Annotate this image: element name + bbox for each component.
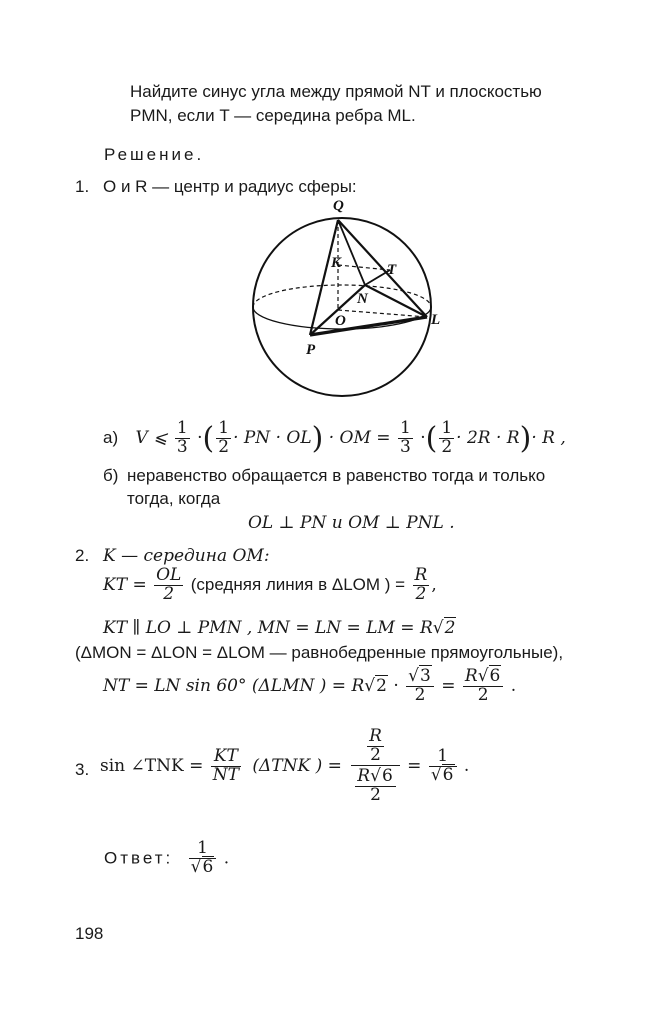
two-r-r-term: · 2R · R: [456, 427, 520, 448]
label-O: O: [335, 313, 346, 329]
formula-parallel: [103, 618, 456, 638]
formula-volume: а) V ⩽ $\frac{1}{3}$ ·( $\frac{1}{2}$ · PN · OL) · OM = $\frac{1}{3}$ ·( $\frac{1}{2}$ · 2R · R)· R ,: [103, 418, 566, 457]
numerator: 1: [441, 418, 453, 438]
denominator: NT: [212, 764, 239, 785]
numerator: 1: [218, 418, 230, 438]
fraction-sqrt3-2: [406, 668, 434, 705]
denominator: 2: [370, 744, 381, 765]
denominator: 2: [441, 436, 453, 457]
step-2-text: K — середина OM:: [103, 546, 270, 566]
numerator: 1: [176, 418, 188, 438]
edge-QP: [310, 220, 338, 335]
sphere-pyramid-figure: [240, 195, 455, 410]
fraction-ol-2: [154, 567, 183, 604]
denominator: 2: [370, 784, 381, 805]
radicand: 3: [420, 666, 431, 686]
formula-sin: [100, 728, 469, 804]
numerator: KT: [211, 748, 241, 767]
fraction-answer: [189, 840, 217, 877]
edge-QL: [338, 220, 427, 317]
numerator: 1: [399, 418, 411, 438]
problem-line-2: PMN, если T — середина ребра ML.: [130, 106, 416, 125]
step-1-text: O и R — центр и радиус сферы:: [103, 177, 357, 196]
sin-lhs: sin ∠TNK =: [100, 755, 204, 776]
label-N: N: [357, 291, 368, 307]
sqrt-6: √6: [190, 856, 214, 877]
label-L: L: [431, 312, 441, 328]
solution-heading: Решение.: [104, 145, 205, 164]
denominator: 2: [477, 684, 489, 705]
equator-back: [253, 285, 431, 307]
triangle-tnk: (ΔTNK ) =: [252, 755, 342, 776]
sqrt-2: √2: [432, 618, 456, 638]
page-number: 198: [75, 924, 104, 943]
answer-tail: .: [223, 848, 230, 869]
denominator: 2: [414, 684, 426, 705]
edge-QN: [338, 220, 365, 285]
kt-tail: ,: [431, 574, 437, 595]
radicand: 6: [381, 765, 393, 786]
kt-middle-text: (средняя линия в ΔLOM ) =: [190, 574, 406, 594]
item-b-line-2: тогда, когда: [127, 489, 221, 508]
fraction-kt-nt: [211, 745, 241, 785]
sqrt-3: √3: [408, 666, 431, 686]
nt-equals: =: [441, 675, 456, 696]
numerator: 1: [189, 840, 217, 859]
numerator: 1: [429, 748, 457, 767]
triangles-equal-text: (ΔMON = ΔLON = ΔLOM — равнобедренные прямоугольные),: [75, 643, 564, 662]
sqrt-2b: √2: [364, 675, 387, 696]
label-P: P: [306, 342, 316, 358]
sin-lhs-group: [100, 745, 342, 785]
fraction-1-2: [216, 420, 231, 457]
denominator: 2: [218, 436, 230, 457]
formula-kt: [103, 567, 437, 604]
radicand: 6: [489, 666, 501, 686]
fraction-rsqrt6-2: [463, 668, 503, 705]
fraction-rsqrt6-over-2: [355, 765, 395, 805]
radicand: 6: [202, 856, 214, 877]
compound-denominator: [351, 766, 399, 805]
compound-fraction: [351, 728, 399, 804]
r-symbol: R: [464, 666, 478, 686]
denominator: [429, 764, 457, 785]
answer-label: Ответ:: [104, 848, 174, 868]
numerator: R: [414, 565, 428, 585]
sqrt-6: √6: [370, 765, 393, 786]
denominator: 3: [399, 436, 411, 457]
om-term: · OM =: [328, 427, 391, 448]
numerator: [355, 765, 395, 787]
fraction-1-sqrt6: [429, 745, 457, 785]
label-T: T: [387, 262, 397, 278]
v-lhs: V ⩽: [135, 427, 168, 448]
step-2-number: 2.: [75, 546, 90, 565]
fraction-r-2: [413, 567, 430, 604]
sin-equals: =: [407, 756, 422, 777]
radicand: 2: [376, 675, 387, 696]
item-b-line-1: неравенство обращается в равенство тогда и только: [127, 466, 546, 485]
fraction-1-3: [175, 420, 190, 457]
formula-nt: NT = LN sin 60° (ΔLMN ) = R√2 · $\frac{√3}{2}$ = $\frac{R√6}{2}$ .: [103, 666, 517, 705]
problem-line-1: Найдите синус угла между прямой NT и плоскостью: [130, 82, 542, 101]
fraction-1-3b: [398, 420, 413, 457]
denominator: 2: [415, 583, 427, 604]
nt-lhs: NT = LN sin 60° (ΔLMN ) = R: [103, 675, 365, 696]
fraction-r-over-2: [367, 728, 384, 765]
r-symbol: R: [357, 765, 371, 786]
nt-tail: .: [510, 675, 517, 696]
sqrt-6: √6: [430, 764, 454, 785]
radicand: 6: [442, 764, 454, 785]
denominator: 3: [176, 436, 188, 457]
numerator: R: [369, 726, 382, 746]
denominator: 2: [163, 583, 175, 604]
compound-numerator: [351, 728, 399, 766]
label-K: K: [331, 255, 342, 271]
numerator: OL: [156, 565, 182, 585]
kt-lhs: KT =: [103, 574, 147, 595]
denominator: [189, 856, 217, 877]
item-b-label: б): [103, 466, 119, 485]
parallel-text: KT ∥ LO ⊥ PMN , MN = LN = LM = R: [103, 618, 433, 638]
pn-ol-term: · PN · OL: [233, 427, 312, 448]
perpendicular-condition: OL ⊥ PN и OM ⊥ PNL .: [248, 513, 455, 533]
fraction-1-2b: [439, 420, 454, 457]
r-tail: · R ,: [531, 427, 566, 448]
step-3-number: 3.: [75, 760, 90, 779]
item-a-label: а): [103, 427, 119, 447]
radicand: 2: [444, 618, 456, 638]
step-1-number: 1.: [75, 177, 90, 196]
sin-tail: .: [463, 756, 470, 777]
answer: [104, 840, 229, 877]
label-Q: Q: [333, 198, 344, 214]
sqrt-6: √6: [477, 666, 501, 686]
